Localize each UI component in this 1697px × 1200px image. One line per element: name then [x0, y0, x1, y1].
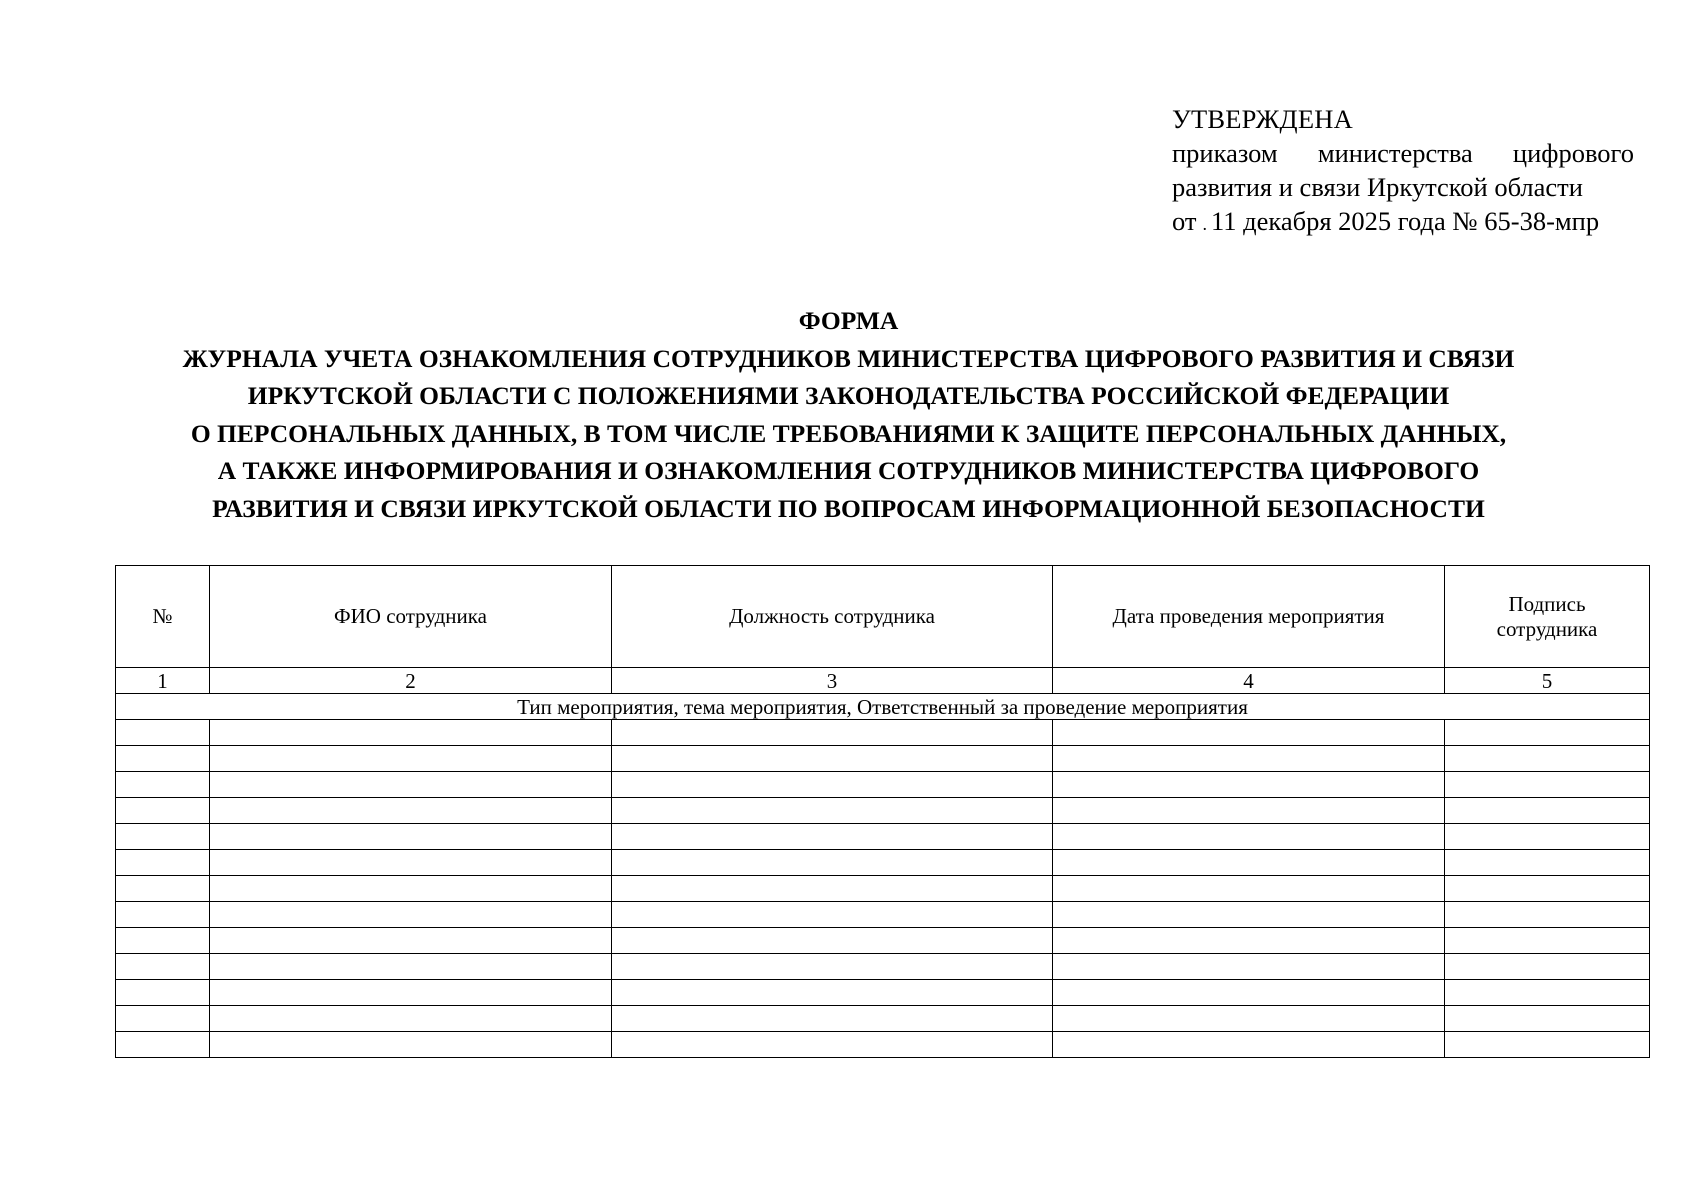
table-cell[interactable]: [210, 876, 612, 902]
table-cell[interactable]: [210, 850, 612, 876]
table-cell[interactable]: [116, 1032, 210, 1058]
table-cell[interactable]: [612, 746, 1053, 772]
table-cell[interactable]: [612, 1006, 1053, 1032]
table-cell[interactable]: [612, 980, 1053, 1006]
table-cell[interactable]: [210, 720, 612, 746]
table-cell[interactable]: [210, 928, 612, 954]
table-cell[interactable]: [116, 798, 210, 824]
table-cell[interactable]: [1445, 902, 1650, 928]
header-number: №: [116, 566, 210, 668]
table-cell[interactable]: [612, 850, 1053, 876]
table-cell[interactable]: [1053, 1032, 1445, 1058]
table-row: [116, 928, 1650, 954]
form-title-line-4: О ПЕРСОНАЛЬНЫХ ДАННЫХ, В ТОМ ЧИСЛЕ ТРЕБОВАНИЯМИ К ЗАЩИТЕ ПЕРСОНАЛЬНЫХ ДАННЫХ,: [190, 418, 1507, 448]
table-row: [116, 876, 1650, 902]
approval-ministry-line: развития и связи Иркутской области: [1172, 172, 1583, 202]
table-cell[interactable]: [1053, 928, 1445, 954]
table-cell[interactable]: [116, 1006, 210, 1032]
event-info-row: [116, 694, 1650, 720]
table-cell[interactable]: [210, 954, 612, 980]
table-cell[interactable]: [1445, 876, 1650, 902]
table-cell[interactable]: [116, 954, 210, 980]
table-row: [116, 980, 1650, 1006]
approval-stamp: [1172, 102, 1634, 241]
table-cell[interactable]: [1053, 746, 1445, 772]
column-number-5: 5: [1445, 668, 1650, 694]
event-info-cell: Тип мероприятия, тема мероприятия, Ответственный за проведение мероприятия: [116, 694, 1650, 720]
header-signature-line-1: Подпись: [1508, 591, 1586, 616]
column-number-2: 2: [210, 668, 612, 694]
table-cell[interactable]: [1053, 772, 1445, 798]
form-title-line-5: А ТАКЖЕ ИНФОРМИРОВАНИЯ И ОЗНАКОМЛЕНИЯ СОТРУДНИКОВ МИНИСТЕРСТВА ЦИФРОВОГО: [217, 456, 1480, 485]
table-cell[interactable]: [1445, 1006, 1650, 1032]
table-cell[interactable]: [612, 876, 1053, 902]
table-cell[interactable]: [612, 720, 1053, 746]
table-row: [116, 902, 1650, 928]
table-cell[interactable]: [1445, 980, 1650, 1006]
table-cell[interactable]: [116, 850, 210, 876]
table-cell[interactable]: [1445, 824, 1650, 850]
header-signature-line-2: сотрудника: [1496, 616, 1598, 641]
table-cell[interactable]: [116, 876, 210, 902]
column-number-1: 1: [116, 668, 210, 694]
table-cell[interactable]: [1445, 772, 1650, 798]
table-cell[interactable]: [210, 746, 612, 772]
table-cell[interactable]: [612, 902, 1053, 928]
header-event-date: Дата проведения мероприятия: [1053, 566, 1445, 668]
table-row: [116, 772, 1650, 798]
table-cell[interactable]: [116, 746, 210, 772]
table-row: [116, 746, 1650, 772]
approval-date-prefix: от: [1172, 206, 1197, 236]
table-cell[interactable]: [1445, 1032, 1650, 1058]
table-cell[interactable]: [1053, 824, 1445, 850]
table-cell[interactable]: [1053, 980, 1445, 1006]
table-cell[interactable]: [612, 954, 1053, 980]
table-cell[interactable]: [1053, 1006, 1445, 1032]
table-cell[interactable]: [116, 928, 210, 954]
header-signature: [1445, 566, 1650, 668]
column-number-3: 3: [612, 668, 1053, 694]
table-cell[interactable]: [1445, 746, 1650, 772]
table-cell[interactable]: [210, 1006, 612, 1032]
form-title-line-2: ЖУРНАЛА УЧЕТА ОЗНАКОМЛЕНИЯ СОТРУДНИКОВ МИНИСТЕРСТВА ЦИФРОВОГО РАЗВИТИЯ И СВЯЗИ: [182, 343, 1515, 373]
column-number-row: [116, 668, 1650, 694]
table-cell[interactable]: [210, 1032, 612, 1058]
table-row: [116, 954, 1650, 980]
column-number-4: 4: [1053, 668, 1445, 694]
table-cell[interactable]: [116, 772, 210, 798]
table-cell[interactable]: [1445, 954, 1650, 980]
table-cell[interactable]: [612, 824, 1053, 850]
table-cell[interactable]: [210, 902, 612, 928]
table-cell[interactable]: [210, 772, 612, 798]
form-title-line-1: ФОРМА: [798, 306, 899, 335]
journal-table-body: [116, 566, 1650, 1058]
table-cell[interactable]: [612, 798, 1053, 824]
approval-date-number: 11 декабря 2025 года № 65-38-мпр: [1210, 206, 1600, 236]
table-cell[interactable]: [116, 824, 210, 850]
table-cell[interactable]: [1053, 720, 1445, 746]
table-cell[interactable]: [116, 980, 210, 1006]
table-cell[interactable]: [1053, 798, 1445, 824]
form-title-line-3: ИРКУТСКОЙ ОБЛАСТИ С ПОЛОЖЕНИЯМИ ЗАКОНОДАТЕЛЬСТВА РОССИЙСКОЙ ФЕДЕРАЦИИ: [247, 381, 1450, 410]
table-row: [116, 798, 1650, 824]
table-cell[interactable]: [1445, 850, 1650, 876]
form-title: [90, 302, 1607, 527]
table-cell[interactable]: [612, 1032, 1053, 1058]
form-title-line-6: РАЗВИТИЯ И СВЯЗИ ИРКУТСКОЙ ОБЛАСТИ ПО ВОПРОСАМ ИНФОРМАЦИОННОЙ БЕЗОПАСНОСТИ: [212, 493, 1485, 523]
table-cell[interactable]: [1445, 798, 1650, 824]
table-cell[interactable]: [210, 824, 612, 850]
approval-order-line: приказом министерства цифрового: [1172, 138, 1634, 168]
table-row: [116, 1032, 1650, 1058]
table-cell[interactable]: [210, 980, 612, 1006]
journal-table: [115, 565, 1650, 1058]
table-cell[interactable]: [116, 720, 210, 746]
table-cell[interactable]: [612, 772, 1053, 798]
table-cell[interactable]: [1445, 720, 1650, 746]
table-cell[interactable]: [1053, 902, 1445, 928]
header-row: [116, 566, 1650, 668]
approval-date-mark: .: [1202, 214, 1207, 234]
table-row: [116, 850, 1650, 876]
header-full-name: ФИО сотрудника: [210, 566, 612, 668]
table-cell[interactable]: [210, 798, 612, 824]
header-position: Должность сотрудника: [612, 566, 1053, 668]
table-row: [116, 1006, 1650, 1032]
approval-heading: УТВЕРЖДЕНА: [1172, 104, 1353, 134]
table-cell[interactable]: [1445, 928, 1650, 954]
table-cell[interactable]: [1053, 850, 1445, 876]
table-cell[interactable]: [612, 928, 1053, 954]
table-row: [116, 720, 1650, 746]
table-cell[interactable]: [1053, 876, 1445, 902]
table-cell[interactable]: [1053, 954, 1445, 980]
approval-date-line: [1172, 204, 1634, 241]
table-row: [116, 824, 1650, 850]
table-cell[interactable]: [116, 902, 210, 928]
